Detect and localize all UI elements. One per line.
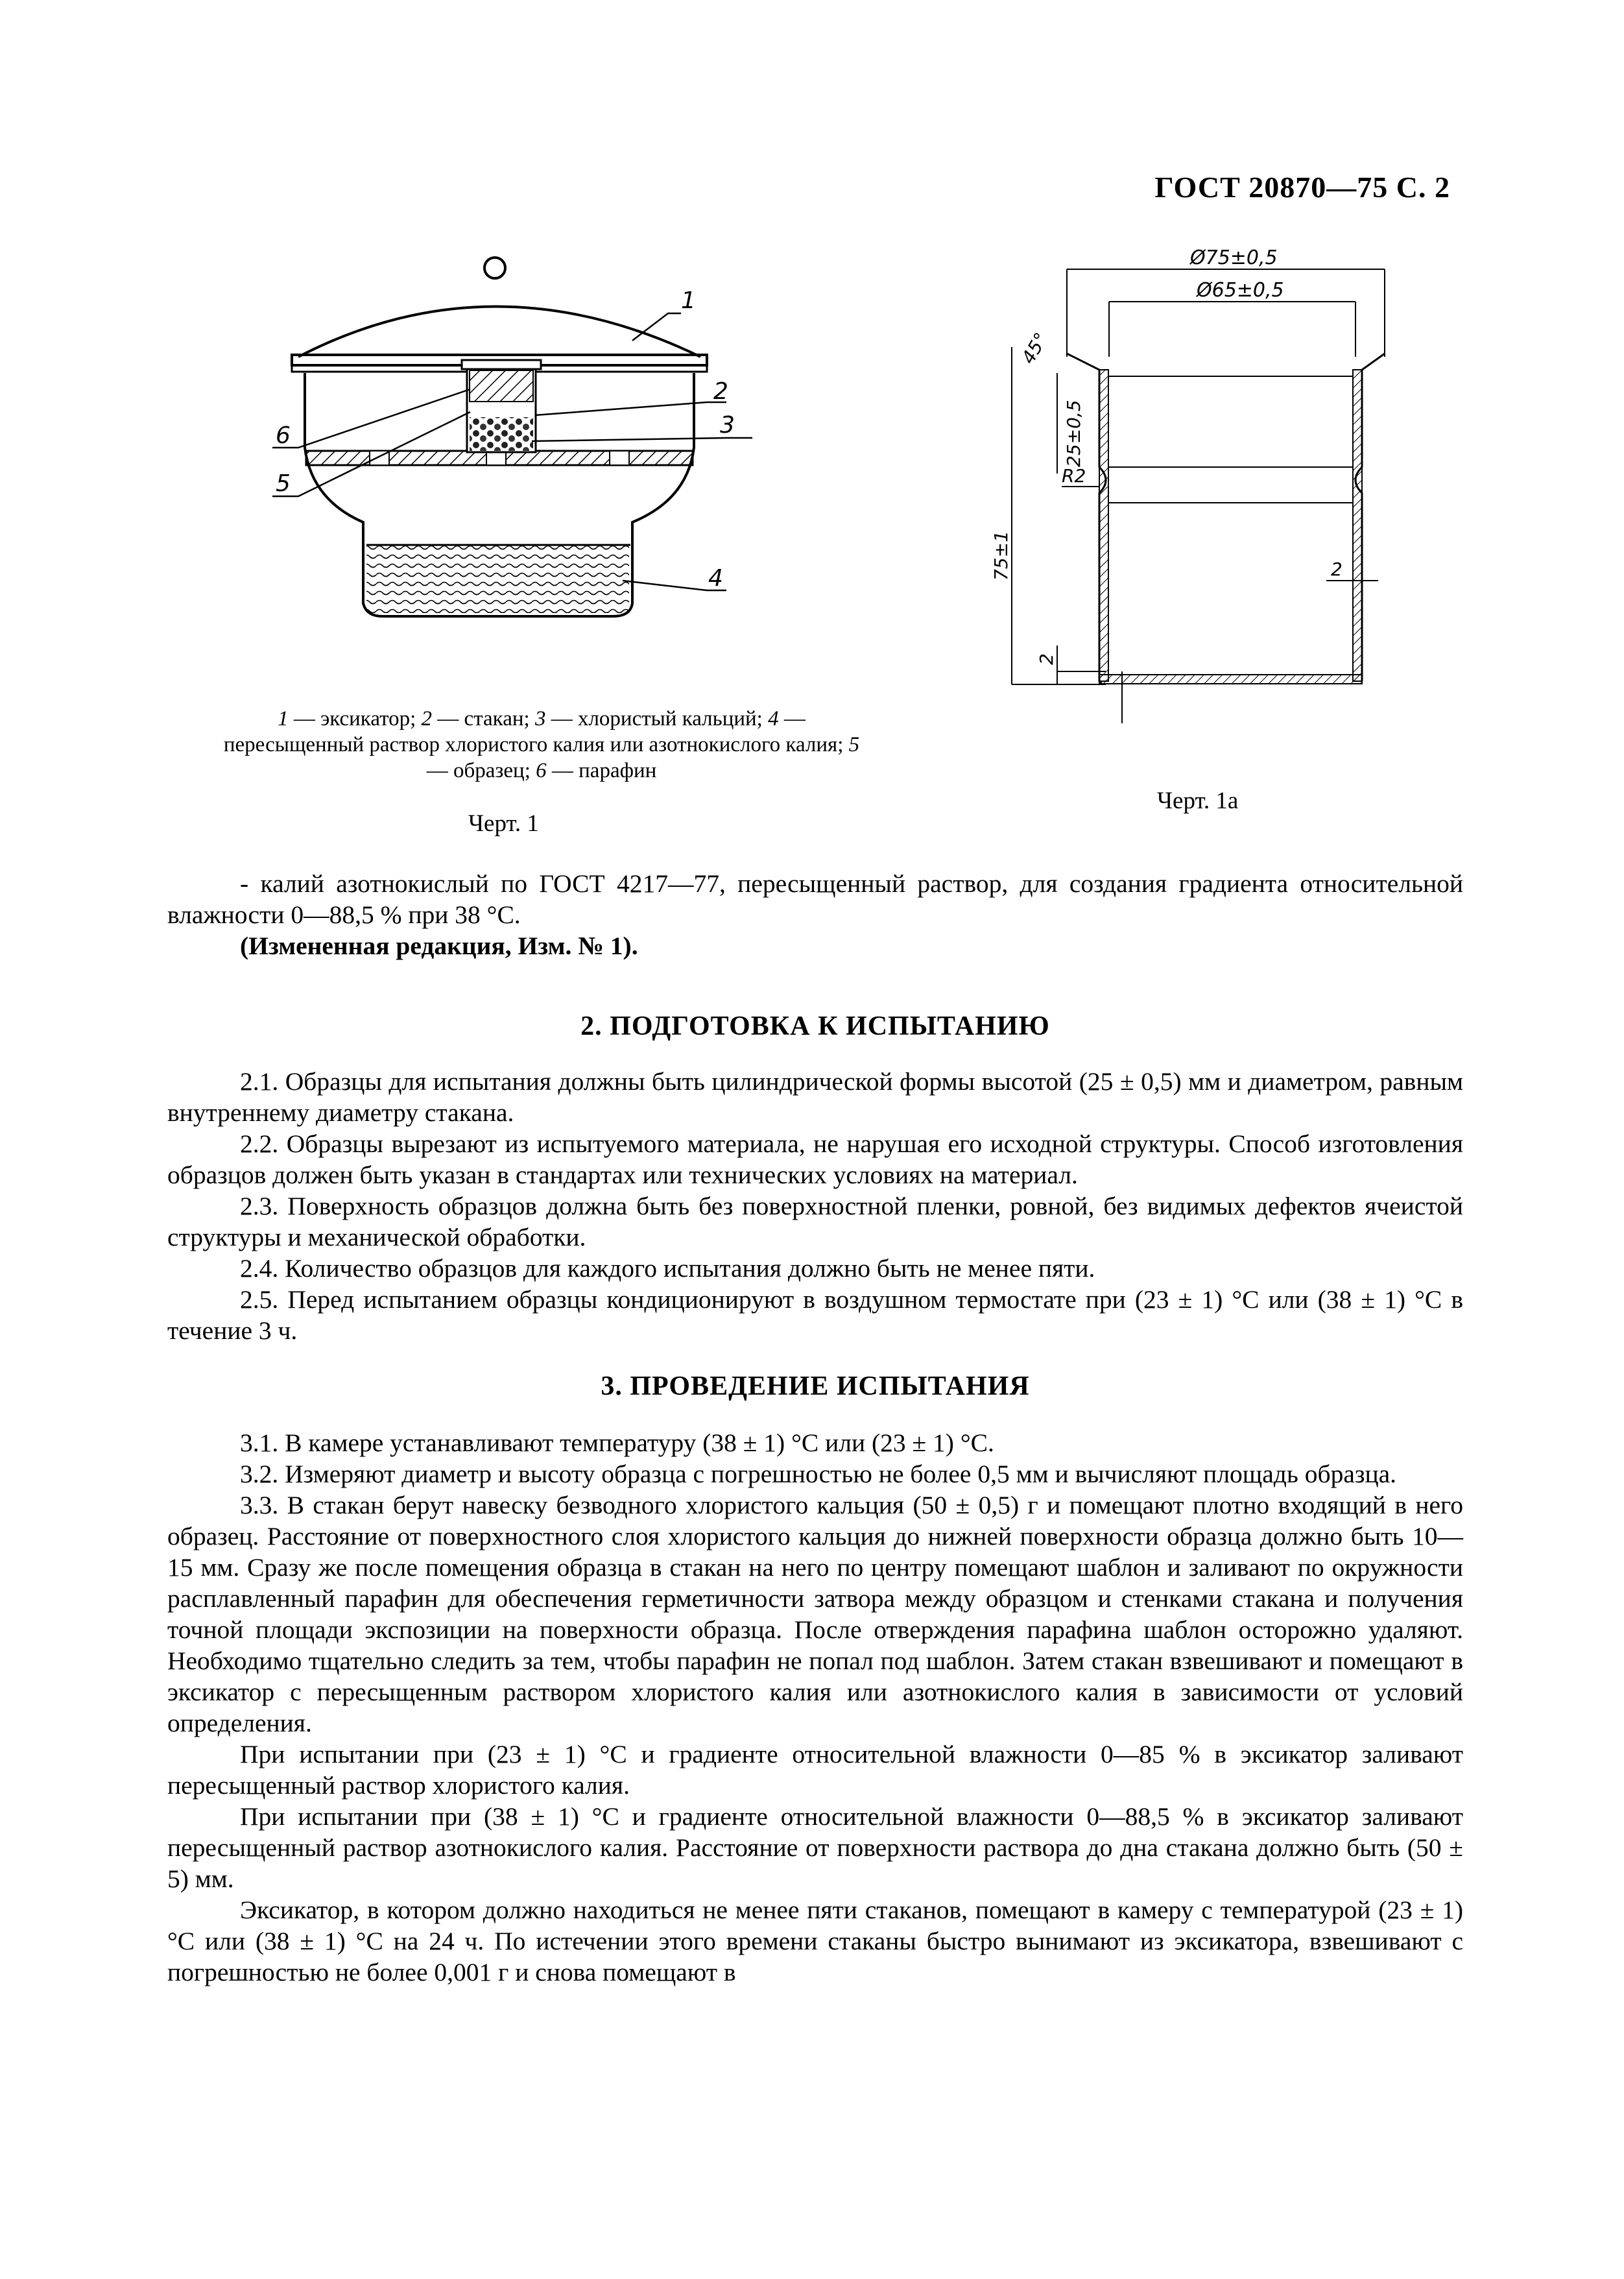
paragraph-3-3-d: Эксикатор, в котором должно находиться не менее пяти стаканов, помещают в камеру с температурой (23 ± 1) °С или (38 ± 1) °С на 24 ч. По истечении этого времени стаканы быстро вынимают из эксикатора, взвешивают с погрешностью не более 0,001 г и снова помещают в bbox=[167, 1896, 1463, 1986]
section-2-heading: 2. ПОДГОТОВКА К ИСПЫТАНИЮ bbox=[580, 1011, 1050, 1041]
intro-section bbox=[167, 868, 1463, 961]
dim-outer-diameter: Ø75±0,5 bbox=[1190, 247, 1278, 269]
dim-total-height: 75±1 bbox=[990, 531, 1012, 581]
figure1-caption: Черт. 1 bbox=[468, 810, 539, 837]
callout-4: 4 bbox=[708, 565, 723, 592]
amendment-note: (Измененная редакция, Изм. № 1). bbox=[240, 932, 638, 960]
paragraph-2-4: 2.4. Количество образцов для каждого испытания должно быть не менее пяти. bbox=[240, 1254, 1095, 1283]
paragraph-3-1: 3.1. В камере устанавливают температуру (38 ± 1) °С или (23 ± 1) °С. bbox=[240, 1429, 994, 1457]
page-header: ГОСТ 20870—75 С. 2 bbox=[1154, 171, 1450, 204]
dim-upper-height: 25±0,5 bbox=[1063, 400, 1084, 467]
paragraph-2-5: 2.5. Перед испытанием образцы кондиционируют в воздушном термостате при (23 ± 1) °С или (38 ± 1) °С в течение 3 ч. bbox=[167, 1285, 1463, 1345]
paragraph-2-1: 2.1. Образцы для испытания должны быть цилиндрической формы высотой (25 ± 0,5) мм и диаметром, равным внутреннему диаметру стакана. bbox=[167, 1067, 1463, 1127]
desiccator-figure bbox=[272, 243, 739, 697]
figure1-legend: 1 — эксикатор; 2 — стакан; 3 — хлористый кальций; 4 — пересыщенный раствор хлористого калия или азотнокислого калия; 5 — образец; 6 — парафин bbox=[223, 707, 860, 782]
paragraph-3-3: 3.3. В стакан берут навеску безводного хлористого кальция (50 ± 0,5) г и помещают плотно входящий в него образец. Расстояние от поверхностного слоя хлористого кальция до нижней поверхности образца должно быть 10—15 мм. Сразу же после помещения образца в стакан на него по центру помещают шаблон и заливают по окружности расплавленный парафин для обеспечения герметичности затвора между образцом и стенками стакана и получения точной площади экспозиции на поверхности образца. После отверждения парафина шаблон осторожно удаляют. Необходимо тщательно следить за тем, чтобы парафин не попал под шаблон. Затем стакан взвешивают и помещают в эксикатор с пересыщенным раствором хлористого калия или азотнокислого калия в зависимости от условий определения. bbox=[167, 1491, 1463, 1737]
paragraph-3-3-c: При испытании при (38 ± 1) °С и градиенте относительной влажности 0—88,5 % в эксикатор заливают пересыщенный раствор азотнокислого калия. Расстояние от поверхности раствора до дна стакана должно быть (50 ± 5) мм. bbox=[167, 1802, 1463, 1893]
paragraph-3-3-b: При испытании при (23 ± 1) °С и градиенте относительной влажности 0—85 % в эксикатор заливают пересыщенный раствор хлористого калия. bbox=[167, 1740, 1463, 1800]
section-2-body bbox=[167, 1066, 1463, 1346]
cup-drawing-figure bbox=[990, 243, 1404, 730]
section-3-body bbox=[167, 1427, 1463, 1988]
dim-inner-diameter: Ø65±0,5 bbox=[1197, 279, 1284, 302]
dim-radius: R2 bbox=[1062, 465, 1086, 487]
dim-angle: 45° bbox=[1017, 329, 1053, 368]
paragraph-2-3: 2.3. Поверхность образцов должна быть без поверхностной пленки, ровной, без видимых дефектов ячеистой структуры и механической обработки. bbox=[167, 1192, 1463, 1251]
paragraph-2-2: 2.2. Образцы вырезают из испытуемого материала, не нарушая его исходной структуры. Способ изготовления образцов должен быть указан в стандартах или технических условиях на материал. bbox=[167, 1129, 1463, 1189]
dim-bottom: 2 bbox=[1036, 653, 1057, 665]
intro-paragraph: - калий азотнокислый по ГОСТ 4217—77, пересыщенный раствор, для создания градиента относительной влажности 0—88,5 % при 38 °С. bbox=[167, 869, 1463, 929]
paragraph-3-2: 3.2. Измеряют диаметр и высоту образца с погрешностью не более 0,5 мм и вычисляют площадь образца. bbox=[240, 1460, 1396, 1488]
callout-3: 3 bbox=[720, 412, 735, 439]
dim-wall: 2 bbox=[1331, 559, 1343, 580]
callout-6: 6 bbox=[276, 422, 291, 449]
figure1a-caption: Черт. 1а bbox=[1157, 788, 1239, 814]
callout-2: 2 bbox=[713, 378, 728, 405]
callout-1: 1 bbox=[681, 287, 696, 314]
section-3-heading: 3. ПРОВЕДЕНИЕ ИСПЫТАНИЯ bbox=[601, 1371, 1030, 1401]
callout-5: 5 bbox=[276, 470, 291, 497]
